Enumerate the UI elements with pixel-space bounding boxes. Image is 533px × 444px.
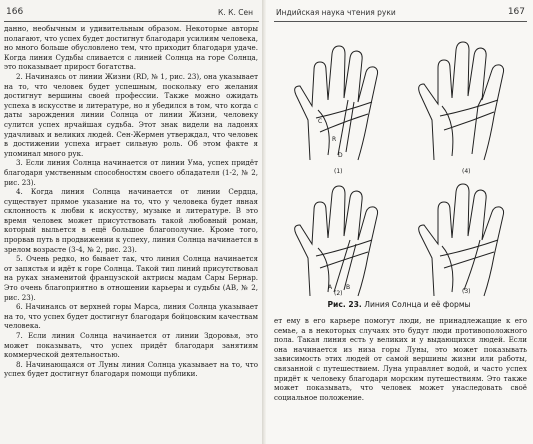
left-page-header [4, 5, 259, 22]
palm-figure [274, 22, 529, 300]
paragraph: 6. Начинаясь от верхней горы Марса, линия Солнца указывает на то, что успех будет достигнут благодаря бойцовским качествам человека. [4, 302, 258, 331]
figure-caption [274, 300, 524, 309]
palm-drawing-3 [414, 178, 524, 298]
right-page-text [274, 316, 527, 442]
line-letter: D [338, 152, 343, 159]
left-page-text [4, 24, 258, 442]
right-page-number: 167 [507, 7, 525, 17]
hand-outline-icon [414, 178, 524, 298]
palm-drawing-4 [414, 36, 524, 164]
figure-label: (3) [462, 288, 471, 295]
figure-label: (2) [334, 290, 343, 297]
paragraph: 4. Когда линия Солнца начинается от линии Сердца, существует прямое указание на то, что у человека будет явная склонность к любви к искусству, музыке и литературе. В это время человек может присутствовать такой любовный роман, который выльется в ещё большое благополучие. Кроме того, прорвав путь в продвижении к успеху, линия Солнца начинается в зрелом возрасте (3-4, № 2, рис. 23). [4, 187, 258, 254]
hand-outline-icon [288, 40, 398, 165]
left-page-number: 166 [6, 7, 24, 17]
right-page [266, 0, 533, 444]
left-running-head: К. К. Сен [218, 8, 253, 17]
line-letter: C [318, 118, 323, 125]
figure-label: (1) [334, 168, 343, 175]
caption-prefix: Рис. 23. [327, 300, 362, 309]
paragraph: 2. Начинаясь от линии Жизни (RD, № 1, рис. 23), она указывает на то, что человек будет успешным, поскольку его желания достигнут вершины своей профессии. Также можно ожидать успеха в искусстве и литературе, но я убедился в том, что когда с даты зарождения линии Солнца от линии Жизни, человеку сулится успех ярчайшая судьба. Этот знак видели на ладонях удачливых и великих людей. Сен-Жермен утверждал, что человек в достижении успеха играет сильную роль. Об этом факте я упоминал много рук. [4, 71, 258, 158]
hand-outline-icon [288, 180, 398, 298]
figure-label: (4) [462, 168, 471, 175]
line-letter: R [332, 136, 337, 143]
line-letter: B [346, 284, 351, 291]
left-page [0, 0, 263, 444]
line-letter: A [328, 284, 333, 291]
caption-text: Линия Солнца и её формы [364, 300, 471, 309]
right-page-header [274, 5, 527, 22]
palm-drawing-1 [288, 40, 398, 165]
right-running-head: Индийская наука чтения руки [276, 8, 396, 17]
hand-outline-icon [414, 36, 524, 164]
paragraph: данно, необычным и удивительным образом. Некоторые авторы полагают, что успех будет достигнут благодаря усилиям человека, но много больше обусловлено тем, что приходит благодаря удаче. Когда линия Судьбы сливается с линией Солнца на горе Солнца, это показывает прирост богатства. [4, 24, 259, 72]
palm-drawing-2 [288, 180, 398, 298]
paragraph: 5. Очень редко, но бывает так, что линия Солнца начинается от запястья и идёт к горе Солнца. Такой тип линий присутствовал на руках знаменитой французской актрисы мадам Сары Бернар. Это очень благоприятно в отношении карьеры и судьбы (АВ, № 2, рис. 23). [4, 254, 258, 302]
paragraph: 7. Если линия Солнца начинается от линии Здоровья, это может показывать, что успех придёт благодаря занятиям коммерческой деятельностью. [4, 331, 258, 360]
paragraph: 3. Если линия Солнца начинается от линии Ума, успех придёт благодаря умственным способностям своего обладателя (1-2, № 2, рис. 23). [4, 158, 258, 187]
paragraph: 8. Начинающаяся от Луны линия Солнца указывает на то, что успех будет достигнут благодаря помощи публики. [4, 359, 258, 379]
paragraph: ет ему в его карьере помогут люди, не принадлежащие к его семье, а в некоторых случаях это будут люди противоположного пола. Такая линия есть у великих и у выдающихся людей. Если она начинается из низа горы Луны, это может показывать зависимость этих людей от самой вершины жизни или работы, связанной с путешествием. Луна управляет водой, и часто успех придёт к человеку благодаря морским путешествиям. Это также может показывать, что человек может унаследовать своё социальное положение. [274, 316, 527, 402]
